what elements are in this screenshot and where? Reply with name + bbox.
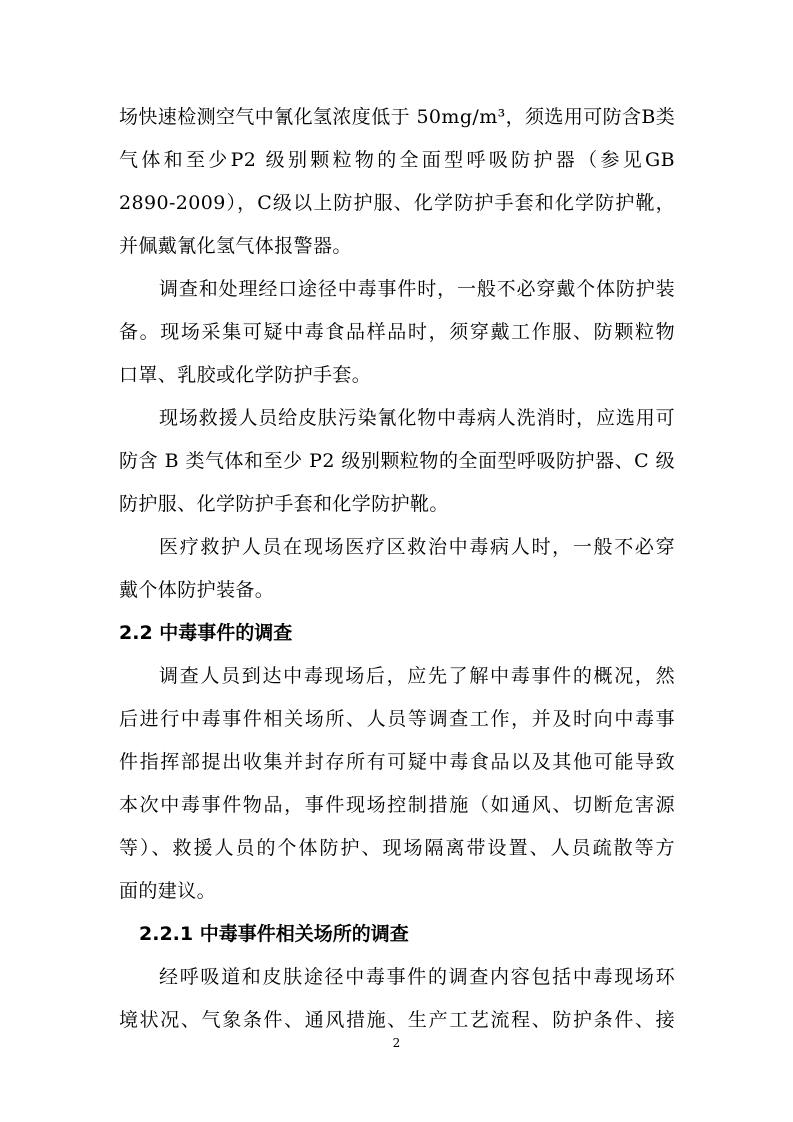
paragraph-line: 经呼吸道和皮肤途径中毒事件的调查内容包括中毒现场环 [159,966,675,988]
paragraph-line: 调查人员到达中毒现场后，应先了解中毒事件的概况，然 [159,665,675,687]
section-heading: 2.2 中毒事件的调查 [119,622,293,644]
paragraph-line: 等）、救援人员的个体防护、现场隔离带设置、人员疏散等方 [119,837,675,859]
paragraph-line: 境状况、气象条件、通风措施、生产工艺流程、防护条件、接 [119,1009,675,1031]
subsection-heading: 2.2.1 中毒事件相关场所的调查 [139,923,409,945]
paragraph-line: 医疗救护人员在现场医疗区救治中毒病人时，一般不必穿 [159,536,675,558]
paragraph-line: 防护服、化学防护手套和化学防护靴。 [119,493,449,515]
paragraph-line: 备。现场采集可疑中毒食品样品时，须穿戴工作服、防颗粒物 [119,321,675,343]
paragraph-line: 口罩、乳胶或化学防护手套。 [119,364,372,386]
paragraph-line: 并佩戴氰化氢气体报警器。 [119,235,352,257]
paragraph-line: 本次中毒事件物品，事件现场控制措施（如通风、切断危害源 [119,794,675,816]
page-number: 2 [392,1036,401,1050]
paragraph-line: 气体和至少P2 级别颗粒物的全面型呼吸防护器（参见GB [119,149,675,171]
paragraph-line: 现场救援人员给皮肤污染氰化物中毒病人洗消时，应选用可 [159,407,675,429]
paragraph-line: 后进行中毒事件相关场所、人员等调查工作，并及时向中毒事 [119,708,675,730]
paragraph-line: 调查和处理经口途径中毒事件时，一般不必穿戴个体防护装 [159,278,675,300]
paragraph-line: 防含 B 类气体和至少 P2 级别颗粒物的全面型呼吸防护器、C 级 [119,450,675,472]
paragraph-line: 场快速检测空气中氰化氢浓度低于 50mg/m³，须选用可防含B类 [119,106,676,128]
paragraph-line: 2890-2009），C级以上防护服、化学防护手套和化学防护靴， [119,192,675,214]
paragraph-line: 面的建议。 [119,880,217,902]
paragraph-line: 戴个体防护装备。 [119,579,275,601]
paragraph-line: 件指挥部提出收集并封存所有可疑中毒食品以及其他可能导致 [119,751,675,773]
